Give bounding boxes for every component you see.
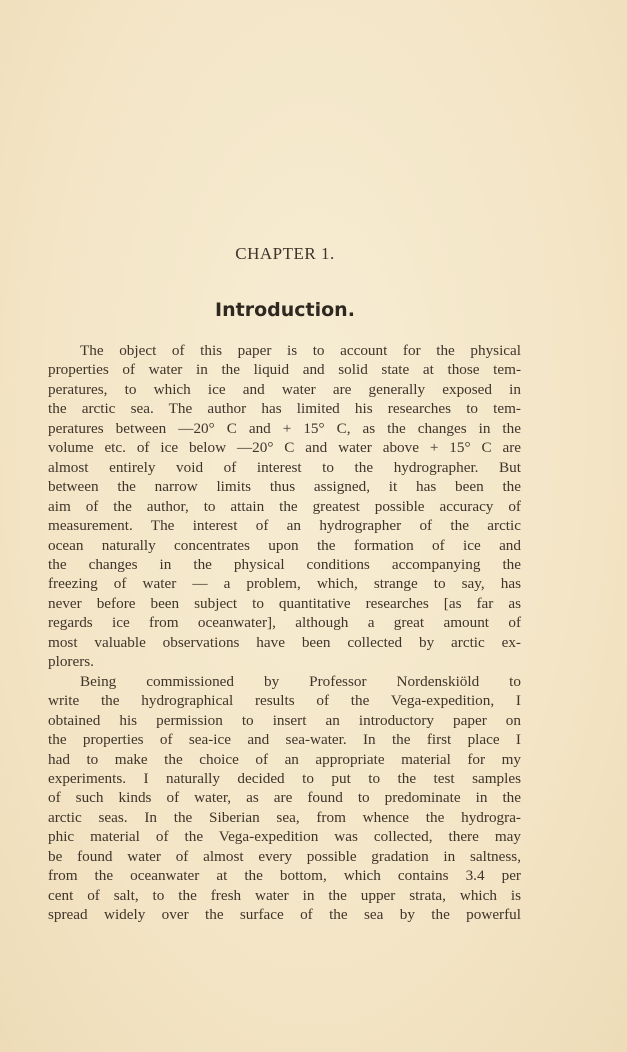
chapter-heading: CHAPTER 1.	[235, 244, 335, 263]
text-line: experiments. I naturally decided to put to the test samples	[48, 769, 521, 787]
text-line: write the hydrographical results of the Vega-expedition, I	[48, 692, 521, 710]
text-line: freezing of water — a problem, which, strange to say, has	[48, 575, 521, 593]
text-line: the changes in the physical conditions accompanying the	[48, 555, 521, 573]
text-line: be found water of almost every possible gradation in saltness,	[48, 847, 521, 865]
text-line: Being commissioned by Professor Nordenskiöld to	[80, 672, 521, 690]
text-line: plorers.	[48, 653, 94, 671]
body-text	[48, 341, 521, 925]
text-line: The object of this paper is to account for the physical	[80, 342, 521, 359]
text-line: had to make the choice of an appropriate material for my	[48, 750, 521, 768]
text-line: most valuable observations have been collected by arctic ex-	[48, 633, 521, 651]
text-line: measurement. The interest of an hydrographer of the arctic	[48, 517, 521, 535]
text-line: peratures between —20° C and + 15° C, as the changes in the	[48, 419, 521, 437]
text-line: cent of salt, to the fresh water in the upper strata, which is	[48, 886, 521, 904]
text-line: the arctic sea. The author has limited his researches to tem-	[48, 400, 521, 418]
text-line: regards ice from oceanwater], although a great amount of	[48, 614, 521, 632]
text-line: ocean naturally concentrates upon the formation of ice and	[48, 536, 521, 554]
text-line: volume etc. of ice below —20° C and water above + 15° C are	[48, 439, 521, 457]
text-line: spread widely over the surface of the sea by the powerful	[48, 906, 521, 924]
text-line: obtained his permission to insert an introductory paper on	[48, 711, 521, 729]
text-line: almost entirely void of interest to the hydrographer. But	[48, 458, 521, 476]
text-line: arctic seas. In the Siberian sea, from whence the hydrogra-	[48, 808, 521, 826]
text-line: between the narrow limits thus assigned, it has been the	[48, 478, 521, 496]
text-line: peratures, to which ice and water are generally exposed in	[48, 380, 521, 398]
text-line: properties of water in the liquid and solid state at those tem-	[48, 361, 521, 379]
text-line: phic material of the Vega-expedition was collected, there may	[48, 828, 521, 846]
text-line: the properties of sea-ice and sea-water. In the first place I	[48, 731, 521, 749]
section-title: Introduction.	[215, 299, 355, 321]
text-line: never before been subject to quantitative researches [as far as	[48, 594, 521, 612]
text-line: from the oceanwater at the bottom, which contains 3.4 per	[48, 867, 521, 885]
text-line: of such kinds of water, as are found to predominate in the	[48, 789, 521, 807]
text-line: aim of the author, to attain the greatest possible accuracy of	[48, 497, 521, 515]
